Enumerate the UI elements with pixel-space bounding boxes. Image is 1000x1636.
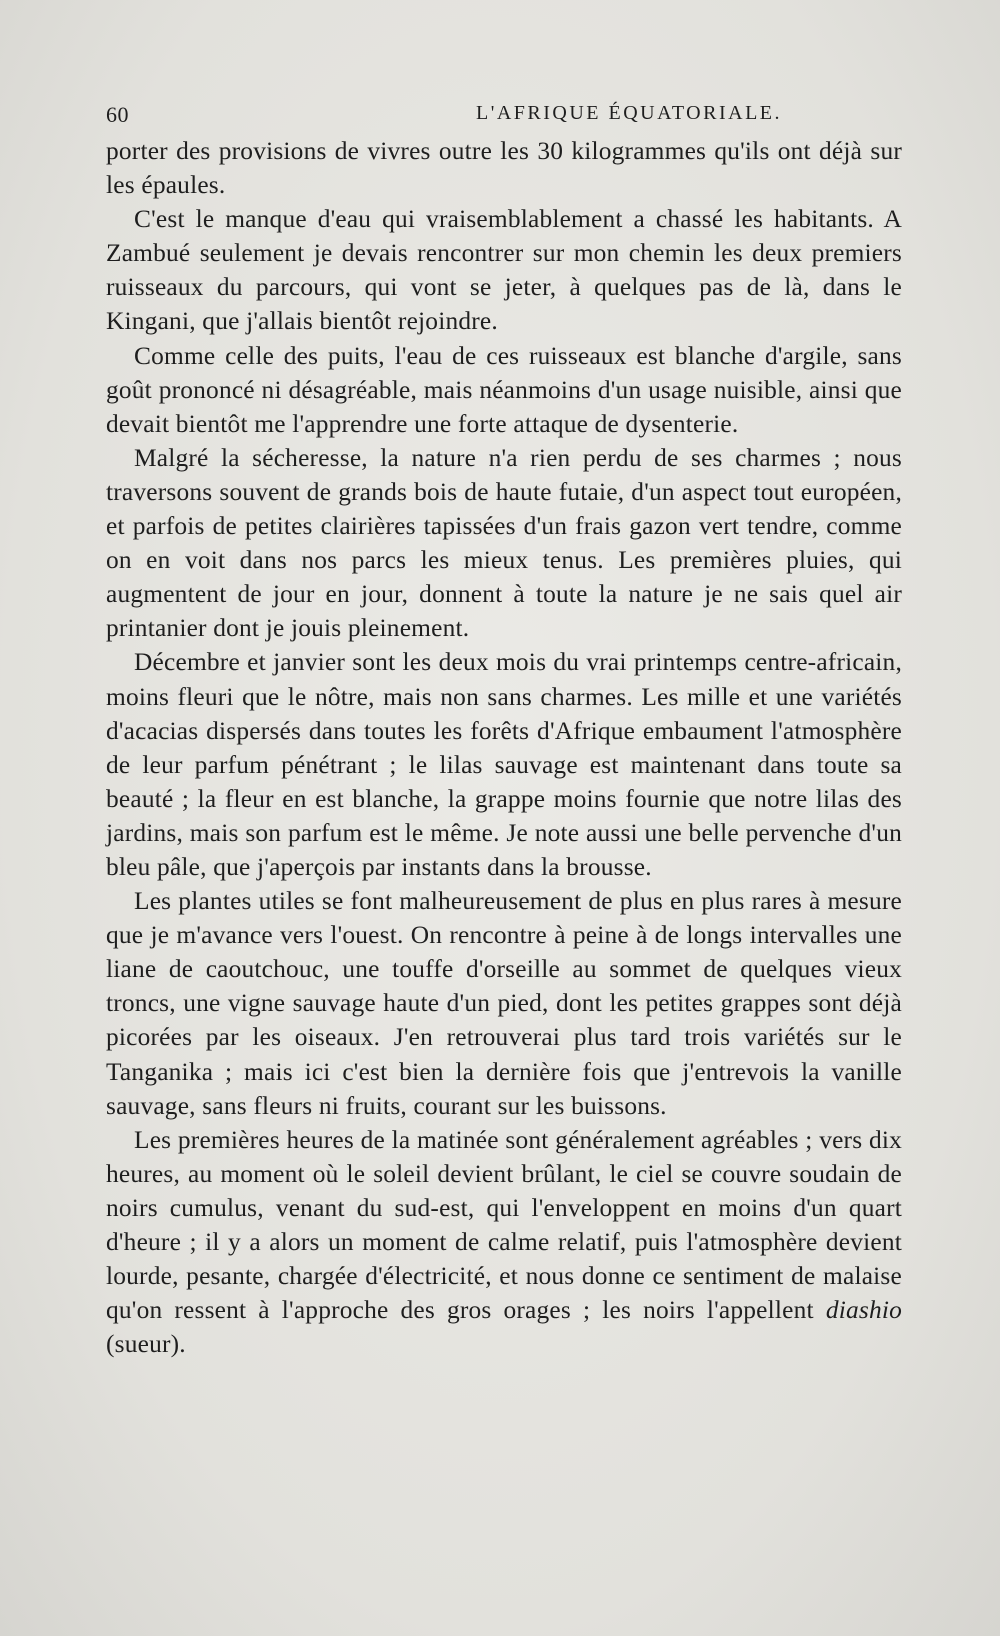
body-text — [106, 134, 902, 1361]
paragraph-7 — [106, 1123, 902, 1362]
paragraph-2 — [106, 202, 902, 338]
paragraph-text: Malgré la sécheresse, la nature n'a rien perdu de ses charmes ; nous traversons souvent de grands bois de haute futaie, d'un aspect tout européen, et parfois de petites clairières tapissées d'un frais gazon vert tendre, comme on en voit dans nos parcs les mieux tenus. Les premières pluies, qui augmentent de jour en jour, donnent à toute la nature je ne sais quel air printanier dont je jouis pleinement. — [106, 443, 902, 643]
paragraph-text: Comme celle des puits, l'eau de ces ruisseaux est blanche d'argile, sans goût prononcé ni désagréable, mais néanmoins d'un usage nuisible, ainsi que devait bientôt me l'apprendre une forte attaque de dysenterie. — [106, 341, 902, 438]
paragraph-text: C'est le manque d'eau qui vraisemblablement a chassé les habitants. A Zambué seulement je devais rencontrer sur mon chemin les deux premiers ruisseaux du parcours, qui vont se jeter, à quelques pas de là, dans le Kingani, que j'allais bientôt rejoindre. — [106, 205, 902, 336]
paragraph-text: Les plantes utiles se font malheureusement de plus en plus rares à mesure que je m'avance vers l'ouest. On rencontre à peine à de longs intervalles une liane de caoutchouc, une touffe d'orseille au sommet de quelques vieux troncs, une vigne sauvage haute d'un pied, dont les petites grappes sont déjà picorées par les oiseaux. J'en retrouverai plus tard trois variétés sur le Tanganika ; mais ici c'est bien la dernière fois que j'entrevois la vanille sauvage, sans fleurs ni fruits, courant sur les buissons. — [106, 887, 902, 1120]
running-title: L'AFRIQUE ÉQUATORIALE. — [476, 102, 782, 124]
italic-term: diashio — [825, 1296, 902, 1325]
paragraph-5 — [106, 645, 902, 884]
paragraph-text-end: (sueur). — [106, 1330, 186, 1359]
paragraph-6 — [106, 884, 902, 1123]
paragraph-text: Décembre et janvier sont les deux mois du vrai printemps centre-africain, moins fleuri que le nôtre, mais non sans charmes. Les mille et une variétés d'acacias dispersés dans toutes les forêts d'Afrique embaument l'atmosphère de leur parfum pénétrant ; le lilas sauvage est maintenant dans toute sa beauté ; la fleur en est blanche, la grappe moins fournie que notre lilas des jardins, mais son parfum est le même. Je note aussi une belle pervenche d'un bleu pâle, que j'aperçois par instants dans la brousse. — [106, 648, 902, 881]
page-header — [106, 96, 900, 132]
paragraph-3 — [106, 339, 902, 441]
paragraph-4 — [106, 441, 902, 646]
paragraph-text: porter des provisions de vivres outre les 30 kilogrammes qu'ils ont déjà sur les épaules. — [106, 137, 902, 200]
page-number: 60 — [106, 102, 129, 127]
paragraph-text: Les premières heures de la matinée sont généralement agréables ; vers dix heures, au moment où le soleil devient brûlant, le ciel se couvre soudain de noirs cumulus, venant du sud-est, qui l'enveloppent en moins d'un quart d'heure ; il y a alors un moment de calme relatif, puis l'atmosphère devient lourde, pesante, chargée d'électricité, et nous donne ce sentiment de malaise qu'on ressent à l'approche des gros orages ; les noirs l'appellent — [106, 1125, 902, 1325]
paragraph-1 — [106, 134, 902, 202]
